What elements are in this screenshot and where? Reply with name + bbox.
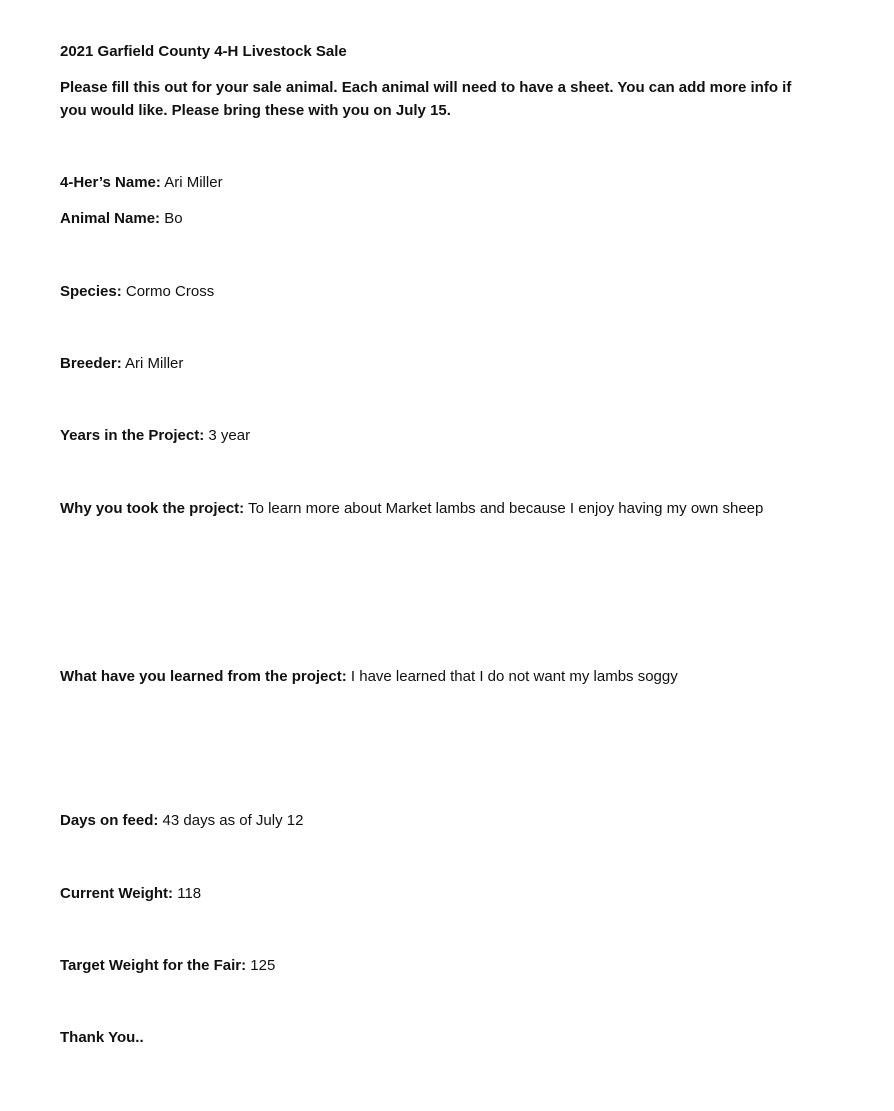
field-learned [60,665,820,688]
field-years-label: Years in the Project: [60,427,205,444]
field-why-value: To learn more about Market lambs and because I enjoy having my own sheep [248,500,764,517]
field-name-value: Ari Miller [164,174,223,191]
field-years-value: 3 year [208,427,251,444]
field-days-on-feed [60,809,820,832]
field-target-weight-label: Target Weight for the Fair: [60,957,247,974]
field-species-label: Species: [60,283,122,300]
field-days-on-feed-value: 43 days as of July 12 [162,812,304,829]
field-animal-name-label: Animal Name: [60,210,161,227]
instructions-text: Please fill this out for your sale animal. Each animal will need to have a sheet. You can add more info if you would like. Please bring these with you on July 15. [60,79,792,119]
field-breeder-value: Ari Miller [125,355,184,372]
field-target-weight-value: 125 [250,957,276,974]
field-current-weight-value: 118 [177,885,202,902]
document-title: 2021 Garfield County 4-H Livestock Sale [60,43,347,60]
field-animal-name-value: Bo [164,210,183,227]
field-years [60,424,820,447]
field-days-on-feed-label: Days on feed: [60,812,159,829]
field-why [60,497,790,520]
field-species [60,280,820,303]
field-why-label: Why you took the project: [60,500,245,517]
field-current-weight-label: Current Weight: [60,885,174,902]
field-animal-name [60,207,820,230]
field-breeder-label: Breeder: [60,355,122,372]
field-name [60,171,820,194]
field-target-weight [60,954,820,977]
field-learned-value: I have learned that I do not want my lambs soggy [350,668,678,685]
field-species-value: Cormo Cross [125,283,215,300]
field-current-weight [60,882,820,905]
closing-text: Thank You.. [60,1029,144,1046]
field-name-label: 4-Her’s Name: [60,174,161,191]
field-learned-label: What have you learned from the project: [60,668,347,685]
field-breeder [60,352,820,375]
